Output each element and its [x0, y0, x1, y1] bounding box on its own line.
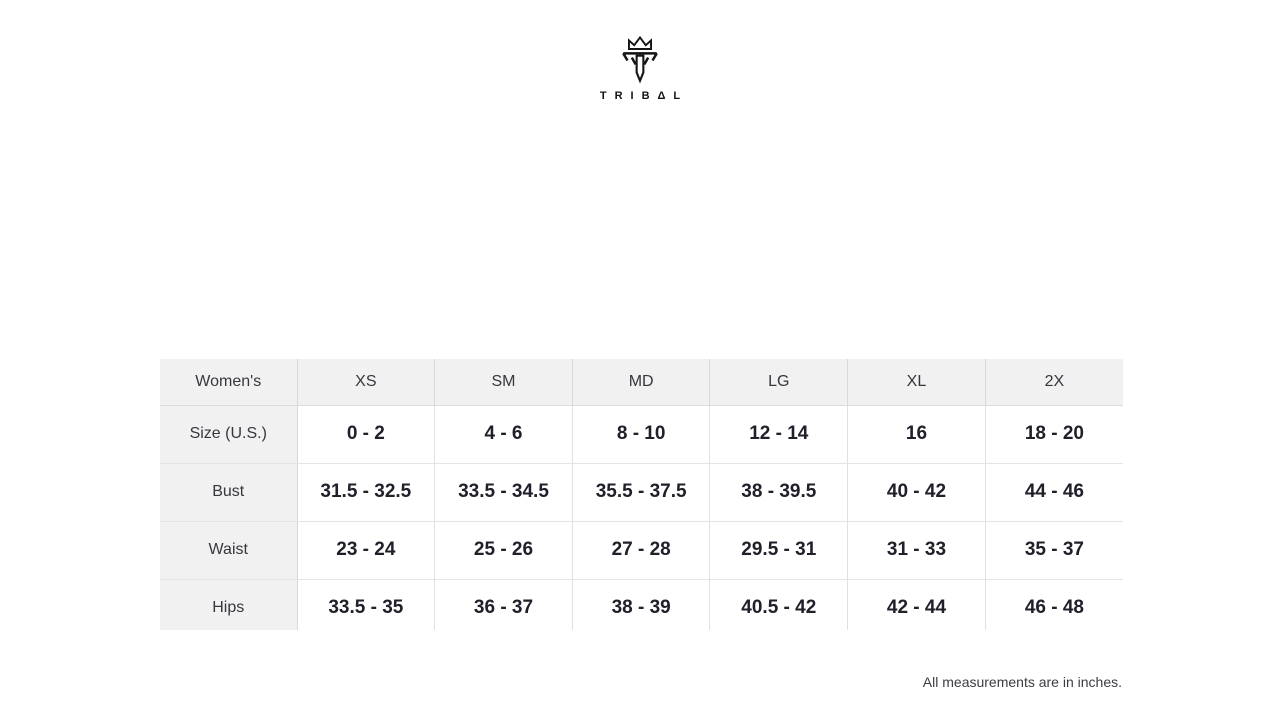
column-header-lg: LG — [710, 359, 848, 405]
cell-hips-lg: 40.5 - 42 — [710, 579, 848, 630]
cell-bust-lg: 38 - 39.5 — [710, 463, 848, 521]
cell-size-xs: 0 - 2 — [297, 405, 435, 463]
cell-bust-md: 35.5 - 37.5 — [572, 463, 710, 521]
size-chart-header-row — [160, 359, 1123, 405]
cell-size-lg: 12 - 14 — [710, 405, 848, 463]
table-row-size-us — [160, 405, 1123, 463]
measurements-note: All measurements are in inches. — [922, 674, 1122, 690]
cell-waist-md: 27 - 28 — [572, 521, 710, 579]
cell-hips-sm: 36 - 37 — [435, 579, 573, 630]
cell-bust-xs: 31.5 - 32.5 — [297, 463, 435, 521]
cell-size-2x: 18 - 20 — [985, 405, 1123, 463]
column-header-md: MD — [572, 359, 710, 405]
cell-waist-xl: 31 - 33 — [848, 521, 986, 579]
row-label-bust: Bust — [160, 463, 297, 521]
column-header-xs: XS — [297, 359, 435, 405]
cell-bust-sm: 33.5 - 34.5 — [435, 463, 573, 521]
cell-size-sm: 4 - 6 — [435, 405, 573, 463]
cell-bust-2x: 44 - 46 — [985, 463, 1123, 521]
row-label-hips: Hips — [160, 579, 297, 630]
brand-logo — [0, 36, 1280, 104]
table-row-waist — [160, 521, 1123, 579]
cell-waist-2x: 35 - 37 — [985, 521, 1123, 579]
tribal-crown-emblem-icon — [616, 36, 664, 86]
cell-hips-2x: 46 - 48 — [985, 579, 1123, 630]
cell-waist-lg: 29.5 - 31 — [710, 521, 848, 579]
table-row-hips — [160, 579, 1123, 630]
column-header-womens: Women's — [160, 359, 297, 405]
row-label-size-us: Size (U.S.) — [160, 405, 297, 463]
size-chart-table — [160, 359, 1123, 630]
cell-waist-sm: 25 - 26 — [435, 521, 573, 579]
cell-hips-xs: 33.5 - 35 — [297, 579, 435, 630]
size-chart-container — [160, 359, 1123, 630]
cell-waist-xs: 23 - 24 — [297, 521, 435, 579]
cell-size-xl: 16 — [848, 405, 986, 463]
column-header-sm: SM — [435, 359, 573, 405]
row-label-waist: Waist — [160, 521, 297, 579]
cell-bust-xl: 40 - 42 — [848, 463, 986, 521]
table-row-bust — [160, 463, 1123, 521]
brand-wordmark: TRIBΔL — [599, 90, 689, 102]
cell-hips-xl: 42 - 44 — [848, 579, 986, 630]
cell-hips-md: 38 - 39 — [572, 579, 710, 630]
column-header-2x: 2X — [985, 359, 1123, 405]
cell-size-md: 8 - 10 — [572, 405, 710, 463]
column-header-xl: XL — [848, 359, 986, 405]
